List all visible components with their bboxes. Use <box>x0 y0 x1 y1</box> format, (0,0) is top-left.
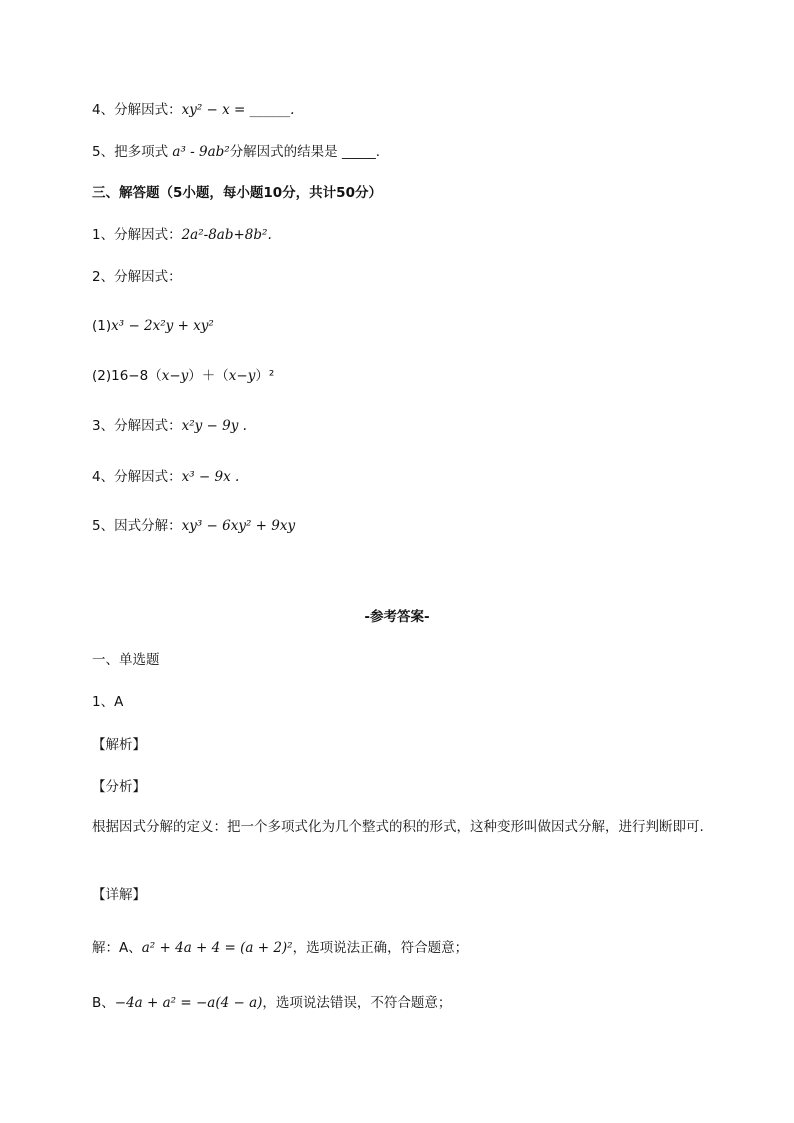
section-heading: 三、解答题（5小题，每小题10分，共计50分） <box>92 185 382 201</box>
question-label: 3、分解因式： <box>92 418 182 434</box>
detail-option-b <box>92 994 451 1012</box>
question-label: 1、分解因式： <box>92 227 182 243</box>
option-label: 解：A、 <box>92 940 142 956</box>
solve-question-2-part-1 <box>92 317 214 335</box>
solve-question-4 <box>92 468 239 486</box>
question-tail: 分解因式的结果是 _____. <box>229 144 381 160</box>
solve-question-3 <box>92 417 247 435</box>
solve-question-5 <box>92 517 295 535</box>
math-expression: x−y <box>161 368 189 384</box>
math-expression: xy³ − 6xy² + 9xy <box>181 518 296 534</box>
math-expression: a² + 4a + 4 = (a + 2)² <box>141 940 293 956</box>
answers-section-heading: 一、单选题 <box>92 652 160 668</box>
math-expression: −4a + a² = −a(4 − a) <box>114 995 263 1011</box>
detail-tag: 【详解】 <box>92 887 146 903</box>
question-label: 4、分解因式： <box>92 469 182 485</box>
part-mid: ）＋（ <box>188 368 229 384</box>
math-expression: x−y <box>228 368 256 384</box>
question-label: 4、分解因式： <box>92 102 182 118</box>
math-expression: x³ − 2x²y + xy² <box>111 318 214 334</box>
math-expression: a³ - 9ab² <box>172 144 230 160</box>
question-label: 5、因式分解： <box>92 518 182 534</box>
math-expression: xy² − x = ______. <box>181 102 295 118</box>
analysis-subtag: 【分析】 <box>92 779 146 795</box>
detail-option-a <box>92 939 468 957</box>
part-label: (1) <box>92 318 112 334</box>
answers-title: -参考答案- <box>364 609 430 625</box>
question-4-fill <box>92 101 294 119</box>
solve-question-1 <box>92 226 272 244</box>
solve-question-2 <box>92 268 182 286</box>
answer-1: 1、A <box>92 694 124 710</box>
question-label: 2、分解因式： <box>92 269 182 285</box>
question-5-fill <box>92 143 380 161</box>
math-expression: x²y − 9y . <box>181 418 247 434</box>
option-tail: ，选项说法错误，不符合题意； <box>262 995 452 1011</box>
analysis-paragraph: 根据因式分解的定义：把一个多项式化为几个整式的积的形式，这种变形叫做因式分解，进行判断即可. <box>92 819 704 835</box>
option-tail: ，选项说法正确，符合题意； <box>292 940 469 956</box>
part-tail: ）² <box>255 368 275 384</box>
math-expression: 2a²-8ab+8b². <box>181 227 272 243</box>
math-expression: x³ − 9x . <box>181 469 240 485</box>
part-label: (2)16−8（ <box>92 368 162 384</box>
option-label: B、 <box>92 995 115 1011</box>
solve-question-2-part-2 <box>92 367 274 385</box>
analysis-tag: 【解析】 <box>92 737 146 753</box>
question-label: 5、把多项式 <box>92 144 173 160</box>
